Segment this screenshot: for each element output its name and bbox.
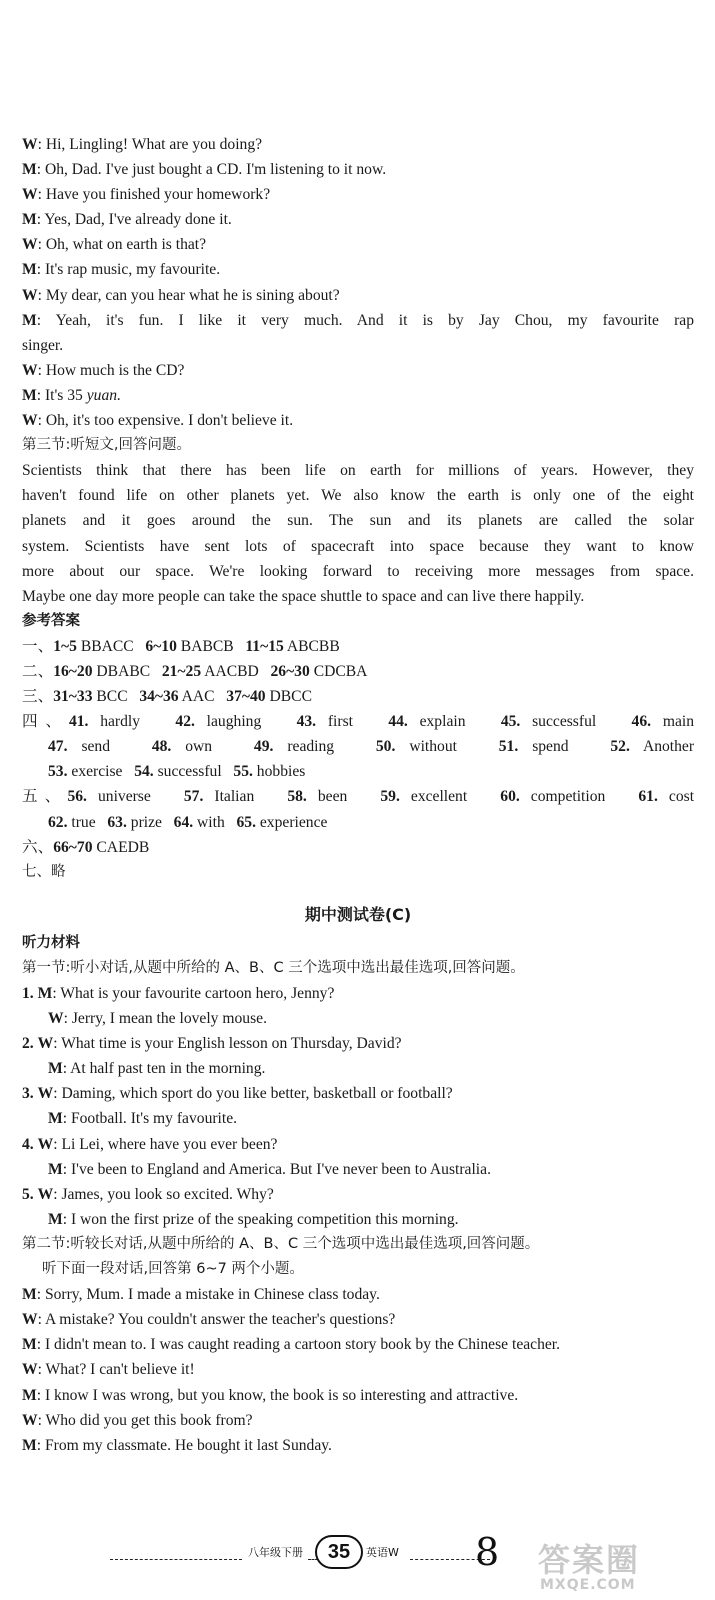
line-text: What is your favourite cartoon hero, Jenny?: [60, 985, 335, 1002]
answer-word: successful: [157, 763, 222, 781]
line-text: Li Lei, where have you ever been?: [61, 1135, 278, 1153]
answer-row: [22, 759, 694, 784]
line-text: Who did you get this book from?: [45, 1411, 253, 1429]
answer-word: hardly: [100, 713, 141, 731]
section1-title: 第一节:听小对话,从题中所给的 A、B、C 三个选项中选出最佳选项,回答问题。: [22, 959, 525, 976]
answer-number: 61.: [638, 788, 658, 806]
speaker-label: W: [22, 286, 38, 304]
answer-word: explain: [419, 713, 466, 731]
answer-row: [22, 634, 694, 659]
answer-part-label: 一、: [22, 637, 54, 655]
section2-sub: 听下面一段对话,回答第 6~7 两个小题。: [42, 1261, 304, 1278]
line-text: Oh, Dad. I've just bought a CD. I'm listening to it now.: [44, 161, 387, 179]
answer-number: 55.: [233, 763, 253, 781]
dialog-line: M: It's rap music, my favourite.: [22, 261, 221, 279]
line-text: A mistake? You couldn't answer the teacher's questions?: [44, 1311, 396, 1329]
answer-range: 16~20: [53, 662, 93, 680]
answer-number: 47.: [48, 738, 68, 756]
answer-part-label: 三、: [22, 688, 54, 706]
answer-value: DBCC: [269, 688, 312, 706]
answer-row: [22, 810, 694, 835]
speaker-label: W: [37, 1135, 54, 1153]
speaker-label: W: [37, 1185, 54, 1203]
answer-number: 45.: [500, 713, 521, 731]
line-text: What time is your English lesson on Thursday, David?: [61, 1035, 402, 1053]
answer-value: BCC: [96, 688, 128, 706]
dialog-line: M: It's 35 yuan.: [22, 386, 121, 404]
speaker-label: W: [37, 1035, 54, 1053]
dialog-line: M: From my classmate. He bought it last Sunday.: [22, 1436, 332, 1454]
line-text: I won the first prize of the speaking competition this morning.: [70, 1210, 459, 1228]
line-text: It's 35: [44, 386, 83, 404]
answer-number: 46.: [631, 713, 652, 731]
speaker-label: M: [48, 1160, 63, 1178]
line-text: Oh, what on earth is that?: [45, 236, 207, 254]
answer-value: AAC: [181, 688, 215, 706]
line-text: My dear, can you hear what he is sining about?: [45, 286, 340, 304]
speaker-label: M: [48, 1110, 63, 1128]
test-title: 期中测试卷(C): [304, 904, 412, 924]
question-line: 1. M: What is your favourite cartoon hero, Jenny?: [22, 985, 335, 1002]
answer-number: 58.: [287, 788, 307, 806]
dialog-line: W: Oh, what on earth is that?: [22, 236, 207, 254]
answer-part-label: 二、: [22, 662, 54, 680]
footer-grade: 八年级下册: [248, 1546, 303, 1559]
answer-word: excellent: [410, 788, 468, 806]
answer-word: send: [81, 738, 111, 756]
passage-line: planets and it goes around the sun. The sun and its planets are called the solar: [22, 512, 694, 530]
answer-range: 34~36: [139, 688, 179, 706]
answer-word: true: [71, 813, 96, 831]
question-line: 4. W: Li Lei, where have you ever been?: [22, 1135, 278, 1153]
dialog-line: W: Oh, it's too expensive. I don't believe it.: [22, 412, 294, 430]
answer-word: laughing: [206, 713, 262, 731]
speaker-label: M: [48, 1210, 63, 1228]
dialog-2: [22, 1282, 694, 1458]
passage: [22, 458, 694, 609]
footer-subject: 英语W: [366, 1546, 399, 1559]
answer-word: spend: [532, 738, 569, 756]
answer-line: M: I won the first prize of the speaking competition this morning.: [48, 1210, 459, 1228]
answer-row: [22, 659, 694, 684]
question-number: 4.: [22, 1135, 34, 1153]
answer-number: 56.: [67, 788, 87, 806]
speaker-label: M: [22, 1386, 37, 1404]
watermark-text: 答案圈: [538, 1541, 641, 1579]
dialog-line: M: Yes, Dad, I've already done it.: [22, 211, 232, 229]
passage-line: system. Scientists have sent lots of spacecraft into space because they want to know: [22, 537, 694, 555]
section2-title: 第二节:听较长对话,从题中所给的 A、B、C 三个选项中选出最佳选项,回答问题。: [22, 1235, 540, 1252]
answer-row: [22, 734, 694, 759]
dialog-line: M: Sorry, Mum. I made a mistake in Chinese class today.: [22, 1286, 380, 1304]
speaker-label: M: [22, 211, 37, 229]
answer-number: 65.: [236, 813, 256, 831]
listening-title: 听力材料: [22, 934, 80, 951]
answer-number: 53.: [48, 763, 68, 781]
speaker-label: M: [22, 161, 37, 179]
dialog-line: W: Who did you get this book from?: [22, 1411, 253, 1429]
line-text: At half past ten in the morning.: [70, 1060, 266, 1078]
answer-word: been: [317, 788, 348, 806]
answer-word: universe: [97, 788, 151, 806]
answer-value: BABCB: [180, 637, 234, 655]
answer-number: 64.: [173, 813, 194, 831]
answer-word: main: [662, 713, 694, 731]
passage-line: Maybe one day more people can take the space shuttle to space and can live there happily.: [22, 587, 585, 605]
handwritten-mark: 8: [475, 1530, 500, 1574]
speaker-label: M: [22, 1286, 37, 1304]
dialog-line: W: My dear, can you hear what he is sining about?: [22, 286, 340, 304]
answer-row: [22, 835, 694, 860]
answer-word: with: [197, 813, 225, 831]
answer-word: exercise: [71, 763, 123, 781]
line-text: From my classmate. He bought it last Sunday.: [44, 1436, 332, 1454]
question-number: 1.: [22, 985, 34, 1002]
passage-line: haven't found life on other planets yet. We also know the earth is only one of the eight: [22, 487, 694, 505]
answer-word: Another: [642, 738, 695, 756]
answer-range: 66~70: [53, 838, 93, 856]
answer-number: 63.: [107, 813, 127, 831]
answer-range: 11~15: [245, 637, 284, 655]
answer-word: first: [327, 713, 353, 731]
speaker-label: W: [22, 136, 38, 153]
line-text: I know I was wrong, but you know, the book is so interesting and attractive.: [44, 1386, 519, 1404]
section1-dialogs: [22, 981, 694, 1232]
speaker-label: W: [22, 1361, 38, 1379]
answer-number: 54.: [134, 763, 154, 781]
answer-word: experience: [259, 813, 328, 831]
line-text: Yes, Dad, I've already done it.: [44, 211, 232, 229]
answer-number: 51.: [498, 738, 519, 756]
answer-number: 59.: [380, 788, 400, 806]
speaker-label: M: [22, 1336, 37, 1354]
answers-title: 参考答案: [22, 612, 80, 629]
answer-part-label: 四、: [22, 713, 69, 731]
speaker-label: W: [37, 1085, 54, 1103]
line-text: Oh, it's too expensive. I don't believe it.: [45, 412, 294, 430]
question-line: 3. W: Daming, which sport do you like better, basketball or football?: [22, 1085, 453, 1103]
dialog-line: W: Have you finished your homework?: [22, 186, 271, 204]
page-number: 35: [315, 1535, 363, 1569]
answer-range: 31~33: [53, 688, 93, 706]
answer-word: own: [185, 738, 213, 756]
answer-line: M: At half past ten in the morning.: [48, 1060, 266, 1078]
line-text: It's rap music, my favourite.: [44, 261, 221, 279]
answers-block: [22, 634, 694, 885]
line-text: Yeah, it's fun. I like it very much. And it is by Jay Chou, my favourite rap: [55, 311, 694, 329]
speaker-label: W: [22, 186, 38, 204]
line-text: Have you finished your homework?: [45, 186, 271, 204]
question-line: 5. W: James, you look so excited. Why?: [22, 1185, 274, 1203]
answer-value: AACBD: [204, 662, 259, 680]
answer-value: BBACC: [80, 637, 134, 655]
answer-number: 62.: [48, 813, 68, 831]
speaker-label: M: [48, 1060, 63, 1078]
line-text: How much is the CD?: [45, 361, 185, 379]
answer-row: [22, 709, 694, 734]
speaker-label: M: [22, 311, 37, 329]
answer-line: M: I've been to England and America. But I've never been to Australia.: [48, 1160, 491, 1178]
line-text: singer.: [22, 336, 64, 354]
line-text: I've been to England and America. But I've never been to Australia.: [70, 1160, 491, 1178]
line-text: What? I can't believe it!: [45, 1361, 195, 1379]
answer-row: [22, 784, 694, 809]
passage-line: Scientists think that there has been life on earth for millions of years. However, they: [22, 462, 694, 480]
line-italic: yuan.: [86, 386, 121, 404]
answer-part-label: 六、: [22, 838, 54, 856]
dialog-line: M: Yeah, it's fun. I like it very much. And it is by Jay Chou, my favourite rap: [22, 311, 694, 329]
dialog-1: [22, 132, 694, 433]
answer-word: competition: [530, 788, 606, 806]
answer-word: without: [409, 738, 457, 756]
answer-number: 42.: [175, 713, 195, 731]
line-text: I didn't mean to. I was caught reading a cartoon story book by the Chinese teacher.: [44, 1336, 561, 1354]
speaker-label: M: [22, 261, 37, 279]
passage-line: more about our space. We're looking forward to receiving more messages from space.: [22, 562, 694, 580]
dialog-line: M: Oh, Dad. I've just bought a CD. I'm listening to it now.: [22, 161, 387, 179]
watermark-url: MXQE.COM: [540, 1577, 636, 1593]
line-text: Jerry, I mean the lovely mouse.: [71, 1010, 267, 1028]
answer-range: 1~5: [53, 637, 77, 655]
line-text: Sorry, Mum. I made a mistake in Chinese class today.: [44, 1286, 380, 1304]
speaker-label: W: [48, 1010, 64, 1028]
answer-value: DBABC: [96, 662, 151, 680]
answer-number: 52.: [610, 738, 630, 756]
speaker-label: W: [22, 1411, 38, 1429]
question-number: 3.: [22, 1085, 34, 1103]
answer-value: ABCBB: [286, 637, 340, 655]
line-text: Football. It's my favourite.: [70, 1110, 238, 1128]
dialog-line: W: A mistake? You couldn't answer the teacher's questions?: [22, 1311, 396, 1329]
answer-word: cost: [668, 788, 695, 806]
speaker-label: M: [22, 386, 37, 404]
answer-number: 44.: [388, 713, 408, 731]
dialog-line: [22, 333, 694, 358]
speaker-label: M: [37, 985, 53, 1002]
answer-number: 41.: [68, 713, 89, 731]
answer-row: 七、略: [22, 863, 66, 880]
answer-range: 26~30: [270, 662, 310, 680]
dialog-line: W: What? I can't believe it!: [22, 1361, 195, 1379]
question-line: 2. W: What time is your English lesson on Thursday, David?: [22, 1035, 402, 1053]
line-text: Hi, Lingling! What are you doing?: [45, 136, 263, 153]
answer-line: W: Jerry, I mean the lovely mouse.: [48, 1010, 267, 1028]
dialog-line: M: I know I was wrong, but you know, the book is so interesting and attractive.: [22, 1386, 519, 1404]
answer-range: 6~10: [145, 637, 177, 655]
footer-dash-left: [110, 1559, 242, 1560]
section3-title: 第三节:听短文,回答问题。: [22, 437, 191, 454]
answer-word: reading: [287, 738, 335, 756]
speaker-label: W: [22, 236, 38, 254]
answer-number: 48.: [151, 738, 172, 756]
speaker-label: M: [22, 1436, 37, 1454]
dialog-line: W: Hi, Lingling! What are you doing?: [22, 136, 263, 153]
dialog-line: M: I didn't mean to. I was caught reading a cartoon story book by the Chinese teacher.: [22, 1336, 561, 1354]
answer-range: 37~40: [226, 688, 266, 706]
speaker-label: W: [22, 1311, 38, 1329]
answer-number: 50.: [375, 738, 396, 756]
answer-word: successful: [532, 713, 597, 731]
answer-range: 21~25: [161, 662, 202, 680]
answer-word: Italian: [214, 788, 255, 806]
answer-line: M: Football. It's my favourite.: [48, 1110, 238, 1128]
line-text: Daming, which sport do you like better, basketball or football?: [61, 1085, 453, 1103]
question-number: 5.: [22, 1185, 34, 1203]
answer-value: CDCBA: [313, 662, 368, 680]
answer-row: [22, 684, 694, 709]
answer-number: 43.: [296, 713, 317, 731]
answer-word: hobbies: [256, 763, 306, 781]
answer-number: 57.: [183, 788, 204, 806]
dialog-line: W: How much is the CD?: [22, 361, 185, 379]
question-number: 2.: [22, 1035, 34, 1053]
answer-word: prize: [130, 813, 162, 831]
speaker-label: W: [22, 412, 38, 430]
content-column: [22, 132, 694, 1458]
watermark-logo: [520, 1535, 715, 1595]
answer-part-label: 五、: [22, 788, 68, 806]
speaker-label: W: [22, 361, 38, 379]
line-text: James, you look so excited. Why?: [61, 1185, 274, 1203]
answer-number: 49.: [253, 738, 274, 756]
answer-number: 60.: [500, 788, 520, 806]
answer-value: CAEDB: [96, 838, 150, 856]
